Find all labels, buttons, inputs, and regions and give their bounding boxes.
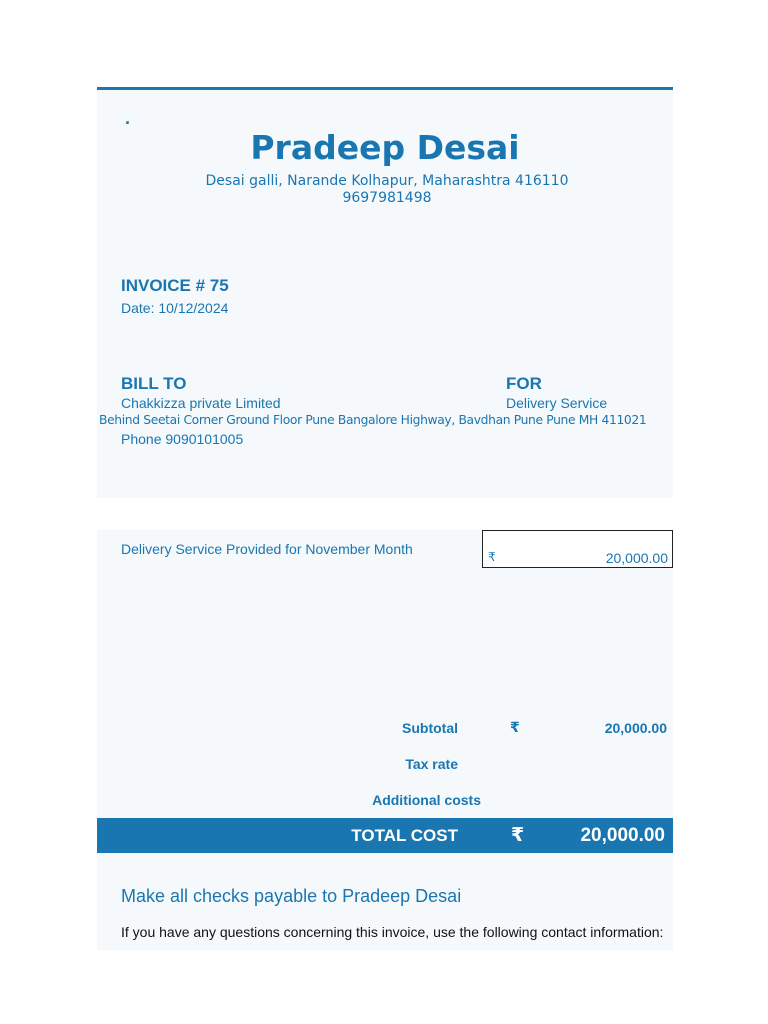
line-item-amount: 20,000.00	[605, 550, 668, 566]
invoice-date: Date: 10/12/2024	[121, 300, 229, 316]
contact-note: If you have any questions concerning this invoice, use the following contact information:	[121, 924, 664, 940]
subtotal-rupee-icon: ₹	[510, 720, 520, 736]
checks-payable-note: Make all checks payable to Pradeep Desai	[121, 886, 462, 906]
header-dot: .	[125, 108, 131, 128]
total-cost-label: TOTAL COST	[351, 826, 458, 845]
for-value: Delivery Service	[506, 395, 608, 411]
total-cost-value: 20,000.00	[580, 825, 665, 846]
tax-rate-label: Tax rate	[405, 756, 458, 772]
company-address: Desai galli, Narande Kolhapur, Maharashtra 416110	[205, 173, 569, 189]
subtotal-value: 20,000.00	[604, 720, 667, 736]
invoice-number: INVOICE # 75	[121, 276, 229, 295]
client-address: Behind Seetai Corner Ground Floor Pune Bangalore Highway, Bavdhan Pune Pune MH 411021	[99, 413, 647, 427]
company-name: Pradeep Desai	[250, 128, 520, 167]
rupee-icon: ₹	[488, 550, 496, 564]
bill-to-heading: BILL TO	[121, 374, 187, 393]
for-heading: FOR	[506, 374, 542, 393]
additional-costs-label: Additional costs	[372, 792, 481, 808]
client-company: Chakkizza private Limited	[121, 395, 281, 411]
line-item-amount-cell[interactable]	[482, 530, 673, 568]
total-rupee-icon: ₹	[511, 824, 525, 846]
company-phone: 9697981498	[342, 190, 432, 206]
line-item-description: Delivery Service Provided for November Month	[121, 541, 413, 557]
subtotal-label: Subtotal	[402, 720, 458, 736]
client-phone: Phone 9090101005	[121, 431, 244, 447]
company-address-block	[97, 173, 677, 207]
total-cost-bar	[97, 818, 673, 853]
